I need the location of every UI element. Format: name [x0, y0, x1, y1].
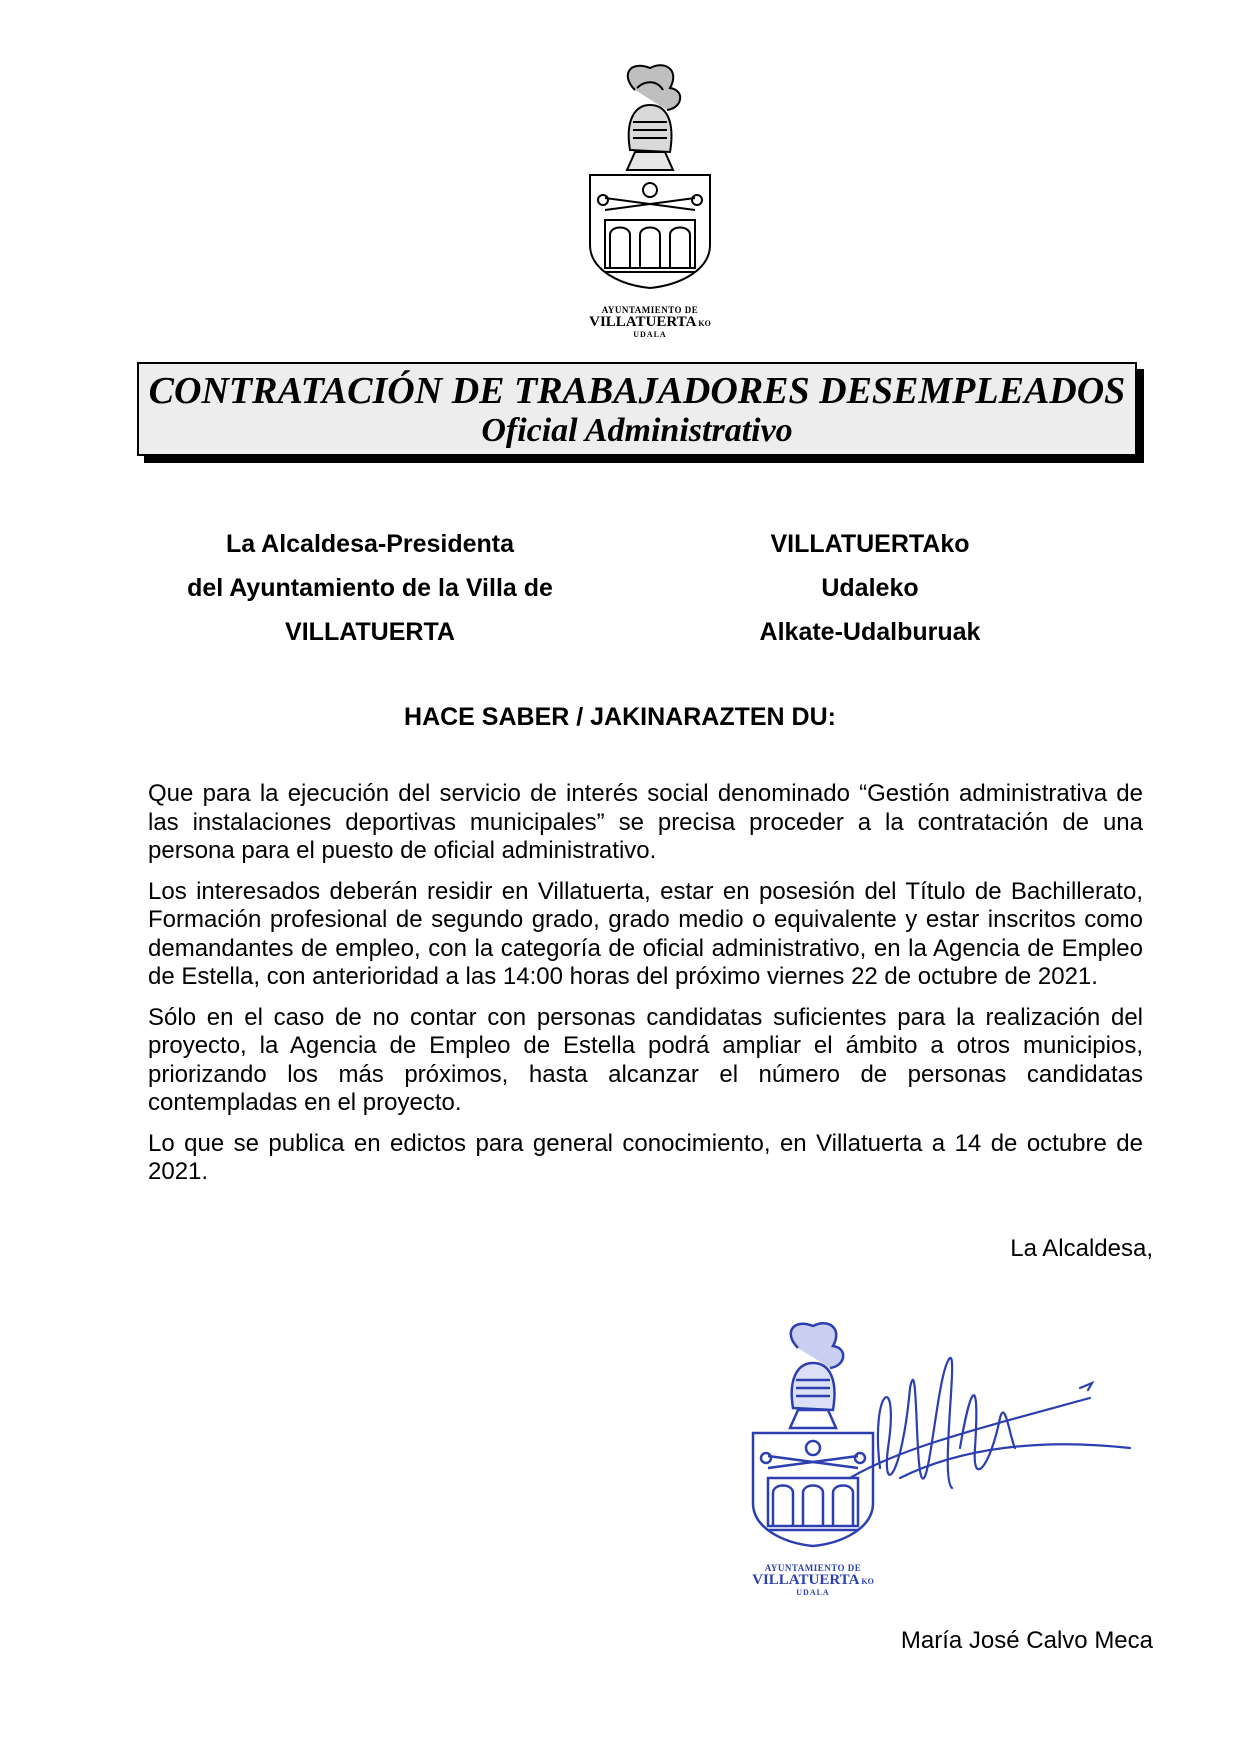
authority-spanish [150, 522, 590, 654]
crest-caption-line3: UDALA [633, 330, 667, 340]
authority-spanish-line: La Alcaldesa-Presidenta [225, 530, 515, 558]
crest-caption-ko: KO [698, 319, 711, 329]
crest-caption-line2 [575, 315, 725, 331]
authority-basque-line: VILLATUERTAko [770, 530, 970, 558]
authority-basque-line: Udaleko [821, 574, 919, 602]
body-paragraph: Sólo en el caso de no contar con personas candidatas suficientes para la realización del proyecto, la Agencia de Empleo de Estella podrá ampliar el ámbito a otros municipios, priorizando los más próximos, hasta alcanzar el número de personas candidatas contempladas en el proyecto. [148, 1003, 1143, 1116]
crest-caption-town: VILLATUERTA [589, 314, 697, 331]
document-title: CONTRATACIÓN DE TRABAJADORES DESEMPLEADOS [148, 370, 1126, 412]
authority-spanish-line: del Ayuntamiento de la Villa de [187, 574, 553, 602]
crest-caption [575, 306, 725, 340]
authority-basque [700, 522, 1040, 654]
document-body [148, 780, 1143, 1199]
stamp-caption-town: VILLATUERTA [752, 1572, 860, 1589]
authority-spanish-line: VILLATUERTA [285, 618, 455, 646]
body-paragraph: Lo que se publica en edictos para general conocimiento, en Villatuerta a 14 de octubre de 2021. [148, 1129, 1143, 1185]
title-box [137, 362, 1137, 456]
stamp-caption-line1: AYUNTAMIENTO DE [764, 1563, 862, 1573]
body-paragraph: Los interesados deberán residir en Villatuerta, estar en posesión del Título de Bachillerato, Formación profesional de segundo grado, grado medio o equivalente y estar inscritos como demandantes de empleo, con la categoría de oficial administrativo, en la Agencia de Empleo de Estella, con anterioridad a las 14:00 horas del próximo viernes 22 de octubre de 2021. [148, 877, 1143, 990]
signer-name: María José Calvo Meca [900, 1627, 1153, 1654]
announcement-heading: HACE SABER / JAKINARAZTEN DU: [404, 703, 836, 731]
coat-of-arms-header [575, 60, 725, 360]
coat-of-arms-icon [575, 60, 725, 290]
authority-basque-line: Alkate-Udalburuak [759, 618, 981, 646]
body-paragraph: Que para la ejecución del servicio de interés social denominado “Gestión administrativa de las instalaciones deportivas municipales” se precisa proceder a la contratación de una persona para el puesto de oficial administrativo. [148, 780, 1143, 864]
closing-line: La Alcaldesa, [1010, 1235, 1153, 1262]
stamp-caption-line3: UDALA [796, 1588, 830, 1598]
signature-icon [840, 1328, 1140, 1558]
stamp-caption-ko: KO [861, 1577, 874, 1587]
crest-caption-line1: AYUNTAMIENTO DE [601, 305, 699, 315]
handwritten-signature [840, 1328, 1140, 1558]
document-subtitle: Oficial Administrativo [481, 412, 793, 449]
stamp-caption-line2 [738, 1573, 888, 1589]
stamp-caption [738, 1564, 888, 1598]
